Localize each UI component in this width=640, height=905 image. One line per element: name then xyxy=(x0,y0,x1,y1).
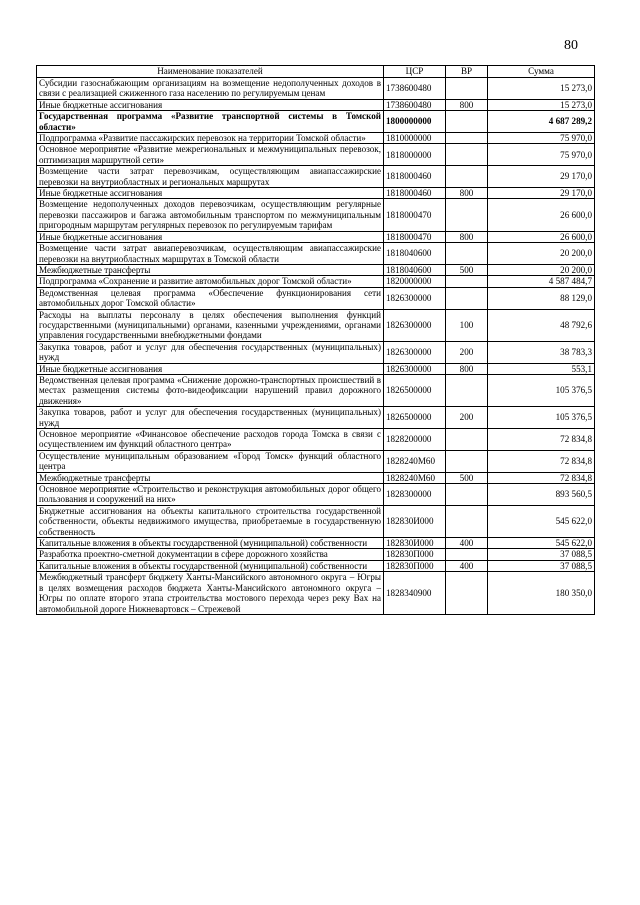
row-vr xyxy=(446,111,488,133)
row-vr: 200 xyxy=(446,407,488,429)
row-name: Бюджетные ассигнования на объекты капитального строительства государственной собственности, объекты недвижимого имущества, приобретаемые в государственную собственность xyxy=(37,505,384,537)
row-csr: 1818000460 xyxy=(384,166,446,188)
row-name: Ведомственная целевая программа «Обеспечение функционирования сети автомобильных дорог Томской области» xyxy=(37,287,384,309)
row-sum: 75 970,0 xyxy=(488,144,595,166)
row-vr: 800 xyxy=(446,188,488,199)
header-csr: ЦСР xyxy=(384,66,446,78)
row-csr: 1826500000 xyxy=(384,407,446,429)
header-vr: ВР xyxy=(446,66,488,78)
row-vr xyxy=(446,484,488,506)
row-name: Закупка товаров, работ и услуг для обеспечения государственных (муниципальных) нужд xyxy=(37,341,384,363)
row-csr: 1818000470 xyxy=(384,199,446,231)
row-vr xyxy=(446,78,488,100)
table-row xyxy=(37,99,595,110)
header-sum: Сумма xyxy=(488,66,595,78)
row-vr xyxy=(446,199,488,231)
row-vr xyxy=(446,276,488,287)
row-name: Государственная программа «Развитие транспортной системы в Томской области» xyxy=(37,111,384,133)
row-csr: 1826300000 xyxy=(384,363,446,374)
row-sum: 72 834,8 xyxy=(488,429,595,451)
row-sum: 105 376,5 xyxy=(488,407,595,429)
row-csr: 182830П000 xyxy=(384,549,446,560)
row-name: Иные бюджетные ассигнования xyxy=(37,363,384,374)
row-vr: 400 xyxy=(446,560,488,571)
row-sum: 26 600,0 xyxy=(488,199,595,231)
row-name: Ведомственная целевая программа «Снижение дорожно-транспортных происшествий в местах размещения системы фото-видеофиксации нарушений правил дорожного движения» xyxy=(37,374,384,406)
row-csr: 1828240М60 xyxy=(384,450,446,472)
table-row xyxy=(37,111,595,133)
table-row xyxy=(37,243,595,265)
table-row xyxy=(37,560,595,571)
row-csr: 1818040600 xyxy=(384,264,446,275)
row-name: Подпрограмма «Сохранение и развитие автомобильных дорог Томской области» xyxy=(37,276,384,287)
row-csr: 182830И000 xyxy=(384,505,446,537)
row-vr xyxy=(446,549,488,560)
header-name: Наименование показателей xyxy=(37,66,384,78)
row-sum: 38 783,3 xyxy=(488,341,595,363)
row-name: Осуществление муниципальным образованием «Город Томск» функций областного центра xyxy=(37,450,384,472)
row-name: Иные бюджетные ассигнования xyxy=(37,231,384,242)
table-row xyxy=(37,199,595,231)
row-csr: 1800000000 xyxy=(384,111,446,133)
row-sum: 4 587 484,7 xyxy=(488,276,595,287)
table-row xyxy=(37,264,595,275)
table-row xyxy=(37,133,595,144)
row-name: Иные бюджетные ассигнования xyxy=(37,99,384,110)
row-vr: 400 xyxy=(446,538,488,549)
row-sum: 15 273,0 xyxy=(488,78,595,100)
row-sum: 20 200,0 xyxy=(488,264,595,275)
row-sum: 4 687 289,2 xyxy=(488,111,595,133)
table-row xyxy=(37,538,595,549)
row-name: Возмещение части затрат авиаперевозчикам, осуществляющим авиапассажирские перевозки на внутриобластных маршрутах в Томской области xyxy=(37,243,384,265)
row-sum: 180 350,0 xyxy=(488,572,595,615)
row-sum: 37 088,5 xyxy=(488,560,595,571)
table-row xyxy=(37,166,595,188)
row-name: Разработка проектно-сметной документации в сфере дорожного хозяйства xyxy=(37,549,384,560)
table-row xyxy=(37,450,595,472)
row-sum: 20 200,0 xyxy=(488,243,595,265)
row-name: Основное мероприятие «Финансовое обеспечение расходов города Томска в связи с осуществлением им функций областного центра» xyxy=(37,429,384,451)
table-row xyxy=(37,472,595,483)
row-sum: 72 834,8 xyxy=(488,472,595,483)
row-vr xyxy=(446,429,488,451)
row-csr: 1826300000 xyxy=(384,309,446,341)
row-sum: 545 622,0 xyxy=(488,538,595,549)
row-csr: 1820000000 xyxy=(384,276,446,287)
table-row xyxy=(37,429,595,451)
row-name: Основное мероприятие «Строительство и реконструкция автомобильных дорог общего пользования и сооружений на них» xyxy=(37,484,384,506)
table-row xyxy=(37,309,595,341)
row-vr: 800 xyxy=(446,99,488,110)
table-row xyxy=(37,276,595,287)
row-vr: 800 xyxy=(446,231,488,242)
row-sum: 29 170,0 xyxy=(488,166,595,188)
row-name: Основное мероприятие «Развитие межрегиональных и межмуниципальных перевозок, оптимизация маршрутной сети» xyxy=(37,144,384,166)
row-name: Подпрограмма «Развитие пассажирских перевозок на территории Томской области» xyxy=(37,133,384,144)
row-csr: 1826300000 xyxy=(384,341,446,363)
row-name: Капитальные вложения в объекты государственной (муниципальной) собственности xyxy=(37,538,384,549)
row-csr: 1828200000 xyxy=(384,429,446,451)
row-name: Межбюджетный трансферт бюджету Ханты-Мансийского автономного округа – Югры в целях возмещения расходов бюджета Ханты-Мансийского автономного округа – Югры по оплате второго этапа строительства мостового перехода через реку Вах на автомобильной дороге Нижневартовск – Стрежевой xyxy=(37,572,384,615)
table-row xyxy=(37,231,595,242)
row-csr: 182830И000 xyxy=(384,538,446,549)
row-sum: 893 560,5 xyxy=(488,484,595,506)
row-csr: 1818040600 xyxy=(384,243,446,265)
row-csr: 1826500000 xyxy=(384,374,446,406)
row-name: Закупка товаров, работ и услуг для обеспечения государственных (муниципальных) нужд xyxy=(37,407,384,429)
row-sum: 48 792,6 xyxy=(488,309,595,341)
row-vr xyxy=(446,243,488,265)
row-name: Расходы на выплаты персоналу в целях обеспечения выполнения функций государственными (муниципальными) органами, казенными учреждениями, органами управления государственными внебюджетными фондами xyxy=(37,309,384,341)
row-csr: 1818000000 xyxy=(384,144,446,166)
table-row xyxy=(37,505,595,537)
row-vr xyxy=(446,166,488,188)
row-sum: 15 273,0 xyxy=(488,99,595,110)
table-row xyxy=(37,572,595,615)
row-vr: 500 xyxy=(446,264,488,275)
row-vr xyxy=(446,144,488,166)
row-sum: 72 834,8 xyxy=(488,450,595,472)
row-name: Межбюджетные трансферты xyxy=(37,472,384,483)
budget-table xyxy=(36,65,595,615)
row-csr: 1826300000 xyxy=(384,287,446,309)
row-vr xyxy=(446,133,488,144)
table-body xyxy=(37,78,595,615)
row-vr xyxy=(446,287,488,309)
row-vr: 200 xyxy=(446,341,488,363)
row-sum: 75 970,0 xyxy=(488,133,595,144)
row-csr: 1818000470 xyxy=(384,231,446,242)
row-vr xyxy=(446,572,488,615)
row-csr: 1738600480 xyxy=(384,99,446,110)
row-csr: 1828340900 xyxy=(384,572,446,615)
table-row xyxy=(37,341,595,363)
page-number: 80 xyxy=(564,38,578,53)
table-row xyxy=(37,484,595,506)
row-csr: 1818000460 xyxy=(384,188,446,199)
row-vr xyxy=(446,450,488,472)
row-csr: 1738600480 xyxy=(384,78,446,100)
row-sum: 88 129,0 xyxy=(488,287,595,309)
table-header-row xyxy=(37,66,595,78)
row-csr: 1828300000 xyxy=(384,484,446,506)
row-vr: 500 xyxy=(446,472,488,483)
row-csr: 1828240М60 xyxy=(384,472,446,483)
row-vr xyxy=(446,374,488,406)
row-vr xyxy=(446,505,488,537)
row-vr: 800 xyxy=(446,363,488,374)
row-name: Возмещение недополученных доходов перевозчикам, осуществляющим регулярные перевозки пассажиров и багажа автомобильным транспортом по межмуниципальным пригородным маршрутам регулярных перевозок по регулируемым тарифам xyxy=(37,199,384,231)
table-row xyxy=(37,363,595,374)
table-row xyxy=(37,549,595,560)
row-name: Капитальные вложения в объекты государственной (муниципальной) собственности xyxy=(37,560,384,571)
row-name: Возмещение части затрат перевозчикам, осуществляющим авиапассажирские перевозки на внутриобластных и региональных маршрутах xyxy=(37,166,384,188)
table-row xyxy=(37,407,595,429)
row-name: Иные бюджетные ассигнования xyxy=(37,188,384,199)
table-row xyxy=(37,188,595,199)
row-sum: 553,1 xyxy=(488,363,595,374)
row-vr: 100 xyxy=(446,309,488,341)
row-sum: 105 376,5 xyxy=(488,374,595,406)
row-sum: 29 170,0 xyxy=(488,188,595,199)
row-name: Субсидии газоснабжающим организациям на возмещение недополученных доходов в связи с реализацией сжиженного газа населению по регулируемым ценам xyxy=(37,78,384,100)
row-sum: 545 622,0 xyxy=(488,505,595,537)
row-sum: 26 600,0 xyxy=(488,231,595,242)
row-csr: 1810000000 xyxy=(384,133,446,144)
row-name: Межбюджетные трансферты xyxy=(37,264,384,275)
table-row xyxy=(37,144,595,166)
table-row xyxy=(37,287,595,309)
row-csr: 182830П000 xyxy=(384,560,446,571)
table-row xyxy=(37,78,595,100)
row-sum: 37 088,5 xyxy=(488,549,595,560)
table-row xyxy=(37,374,595,406)
